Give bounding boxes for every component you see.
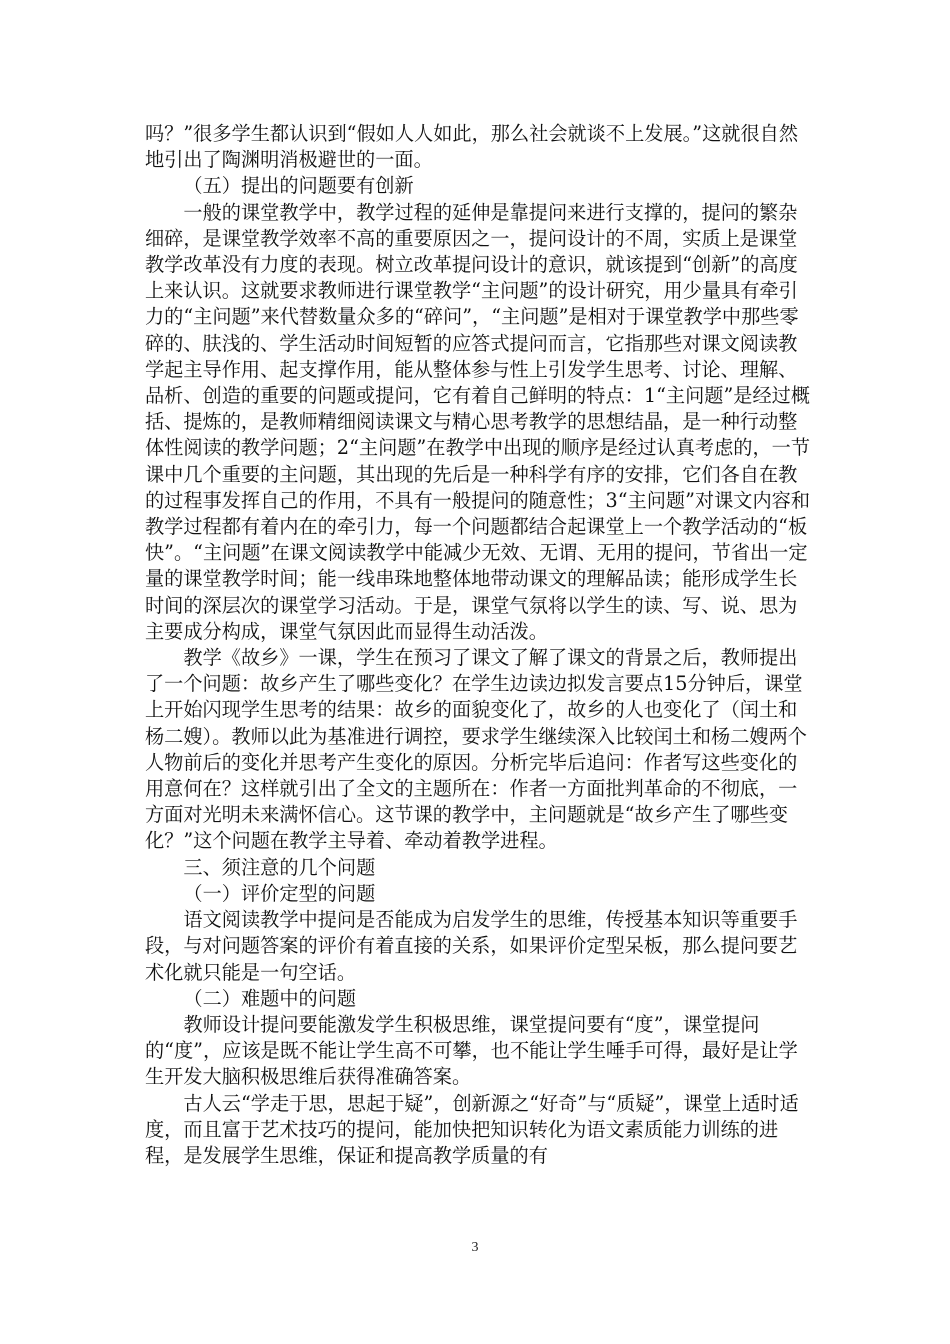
- paragraph-intro-continued: 吗？”很多学生都认识到“假如人人如此，那么社会就谈不上发展。”这就很自然地引出了陶渊明消极避世的一面。: [145, 122, 799, 172]
- section-heading-3: 三、须注意的几个问题: [183, 855, 376, 879]
- subsection-heading-1: （一）评价定型的问题: [183, 881, 376, 905]
- paragraph-difficulty: 教师设计提问要能激发学生积极思维，课堂提问要有“度”，课堂提问的“度”，应该是既不能让学生高不可攀，也不能让学生唾手可得，最好是让学生开发大脑积极思维后获得准确答案。: [145, 1012, 798, 1089]
- paragraph-ancient-saying: 古人云“学走于思，思起于疑”，创新源之“好奇”与“质疑”，课堂上适时适度，而且富于艺术技巧的提问，能加快把知识转化为语文素质能力训练的进程，是发展学生思维，保证和提高教学质量的有: [145, 1091, 799, 1167]
- section-heading-5: （五）提出的问题要有创新: [183, 174, 414, 198]
- subsection-heading-2: （二）难题中的问题: [183, 986, 357, 1010]
- paragraph-main-question: 一般的课堂教学中，教学过程的延伸是靠提问来进行支撑的，提问的繁杂细碎，是课堂教学效率不高的重要原因之一，提问设计的不周，实质上是课堂教学改革没有力度的表现。树立改革提问设计的意识，就该提到“创新”的高度上来认识。这就要求教师进行课堂教学“主问题”的设计研究，用少量具有牵引力的“主问题”来代替数量众多的“碎问”，“主问题”是相对于课堂教学中那些零碎的、肤浅的、学生活动时间短暂的应答式提问而言，它指那些对课文阅读教学起主导作用、起支撑作用，能从整体参与性上引发学生思考、讨论、理解、品析、创造的重要的问题或提问，它有着自己鲜明的特点：1“主问题”是经过概括、提炼的，是教师精细阅读课文与精心思考教学的思想结晶，是一种行动整体性阅读的教学问题；2“主问题”在教学中出现的顺序是经过认真考虑的，一节课中几个重要的主问题，其出现的先后是一种科学有序的安排，它们各自在教的过程事发挥自己的作用，不具有一般提问的随意性；3“主问题”对课文内容和教学过程都有着内在的牵引力，每一个问题都结合起课堂上一个教学活动的“板快”。“主问题”在课文阅读教学中能减少无效、无谓、无用的提问，节省出一定量的课堂教学时间；能一线串珠地整体地带动课文的理解品读；能形成学生长时间的深层次的课堂学习活动。于是，课堂气氛将以学生的读、写、说、思为主要成分构成，课堂气氛因此而显得生动活泼。: [145, 200, 811, 643]
- page-body: [145, 121, 810, 1169]
- page-number: 3: [471, 1240, 479, 1255]
- paragraph-evaluation: 语文阅读教学中提问是否能成为启发学生的思维，传授基本知识等重要手段，与对问题答案的评价有着直接的关系，如果评价定型呆板，那么提问要艺术化就只能是一句空话。: [145, 908, 798, 984]
- paragraph-guxiang-example: 教学《故乡》一课，学生在预习了课文了解了课文的背景之后，教师提出了一个问题：故乡产生了哪些变化？在学生边读边拟发言要点15分钟后，课堂上开始闪现学生思考的结果：故乡的面貌变化了，故乡的人也变化了（闰土和杨二嫂）。教师以此为基准进行调控，要求学生继续深入比较闰土和杨二嫂两个人物前后的变化并思考产生变化的原因。分析完毕后追问：作者写这些变化的用意何在？这样就引出了全文的主题所在：作者一方面批判革命的不彻底，一方面对光明未来满怀信心。这节课的教学中，主问题就是“故乡产生了哪些变化？”这个问题在教学主导着、牵动着教学进程。: [145, 646, 807, 853]
